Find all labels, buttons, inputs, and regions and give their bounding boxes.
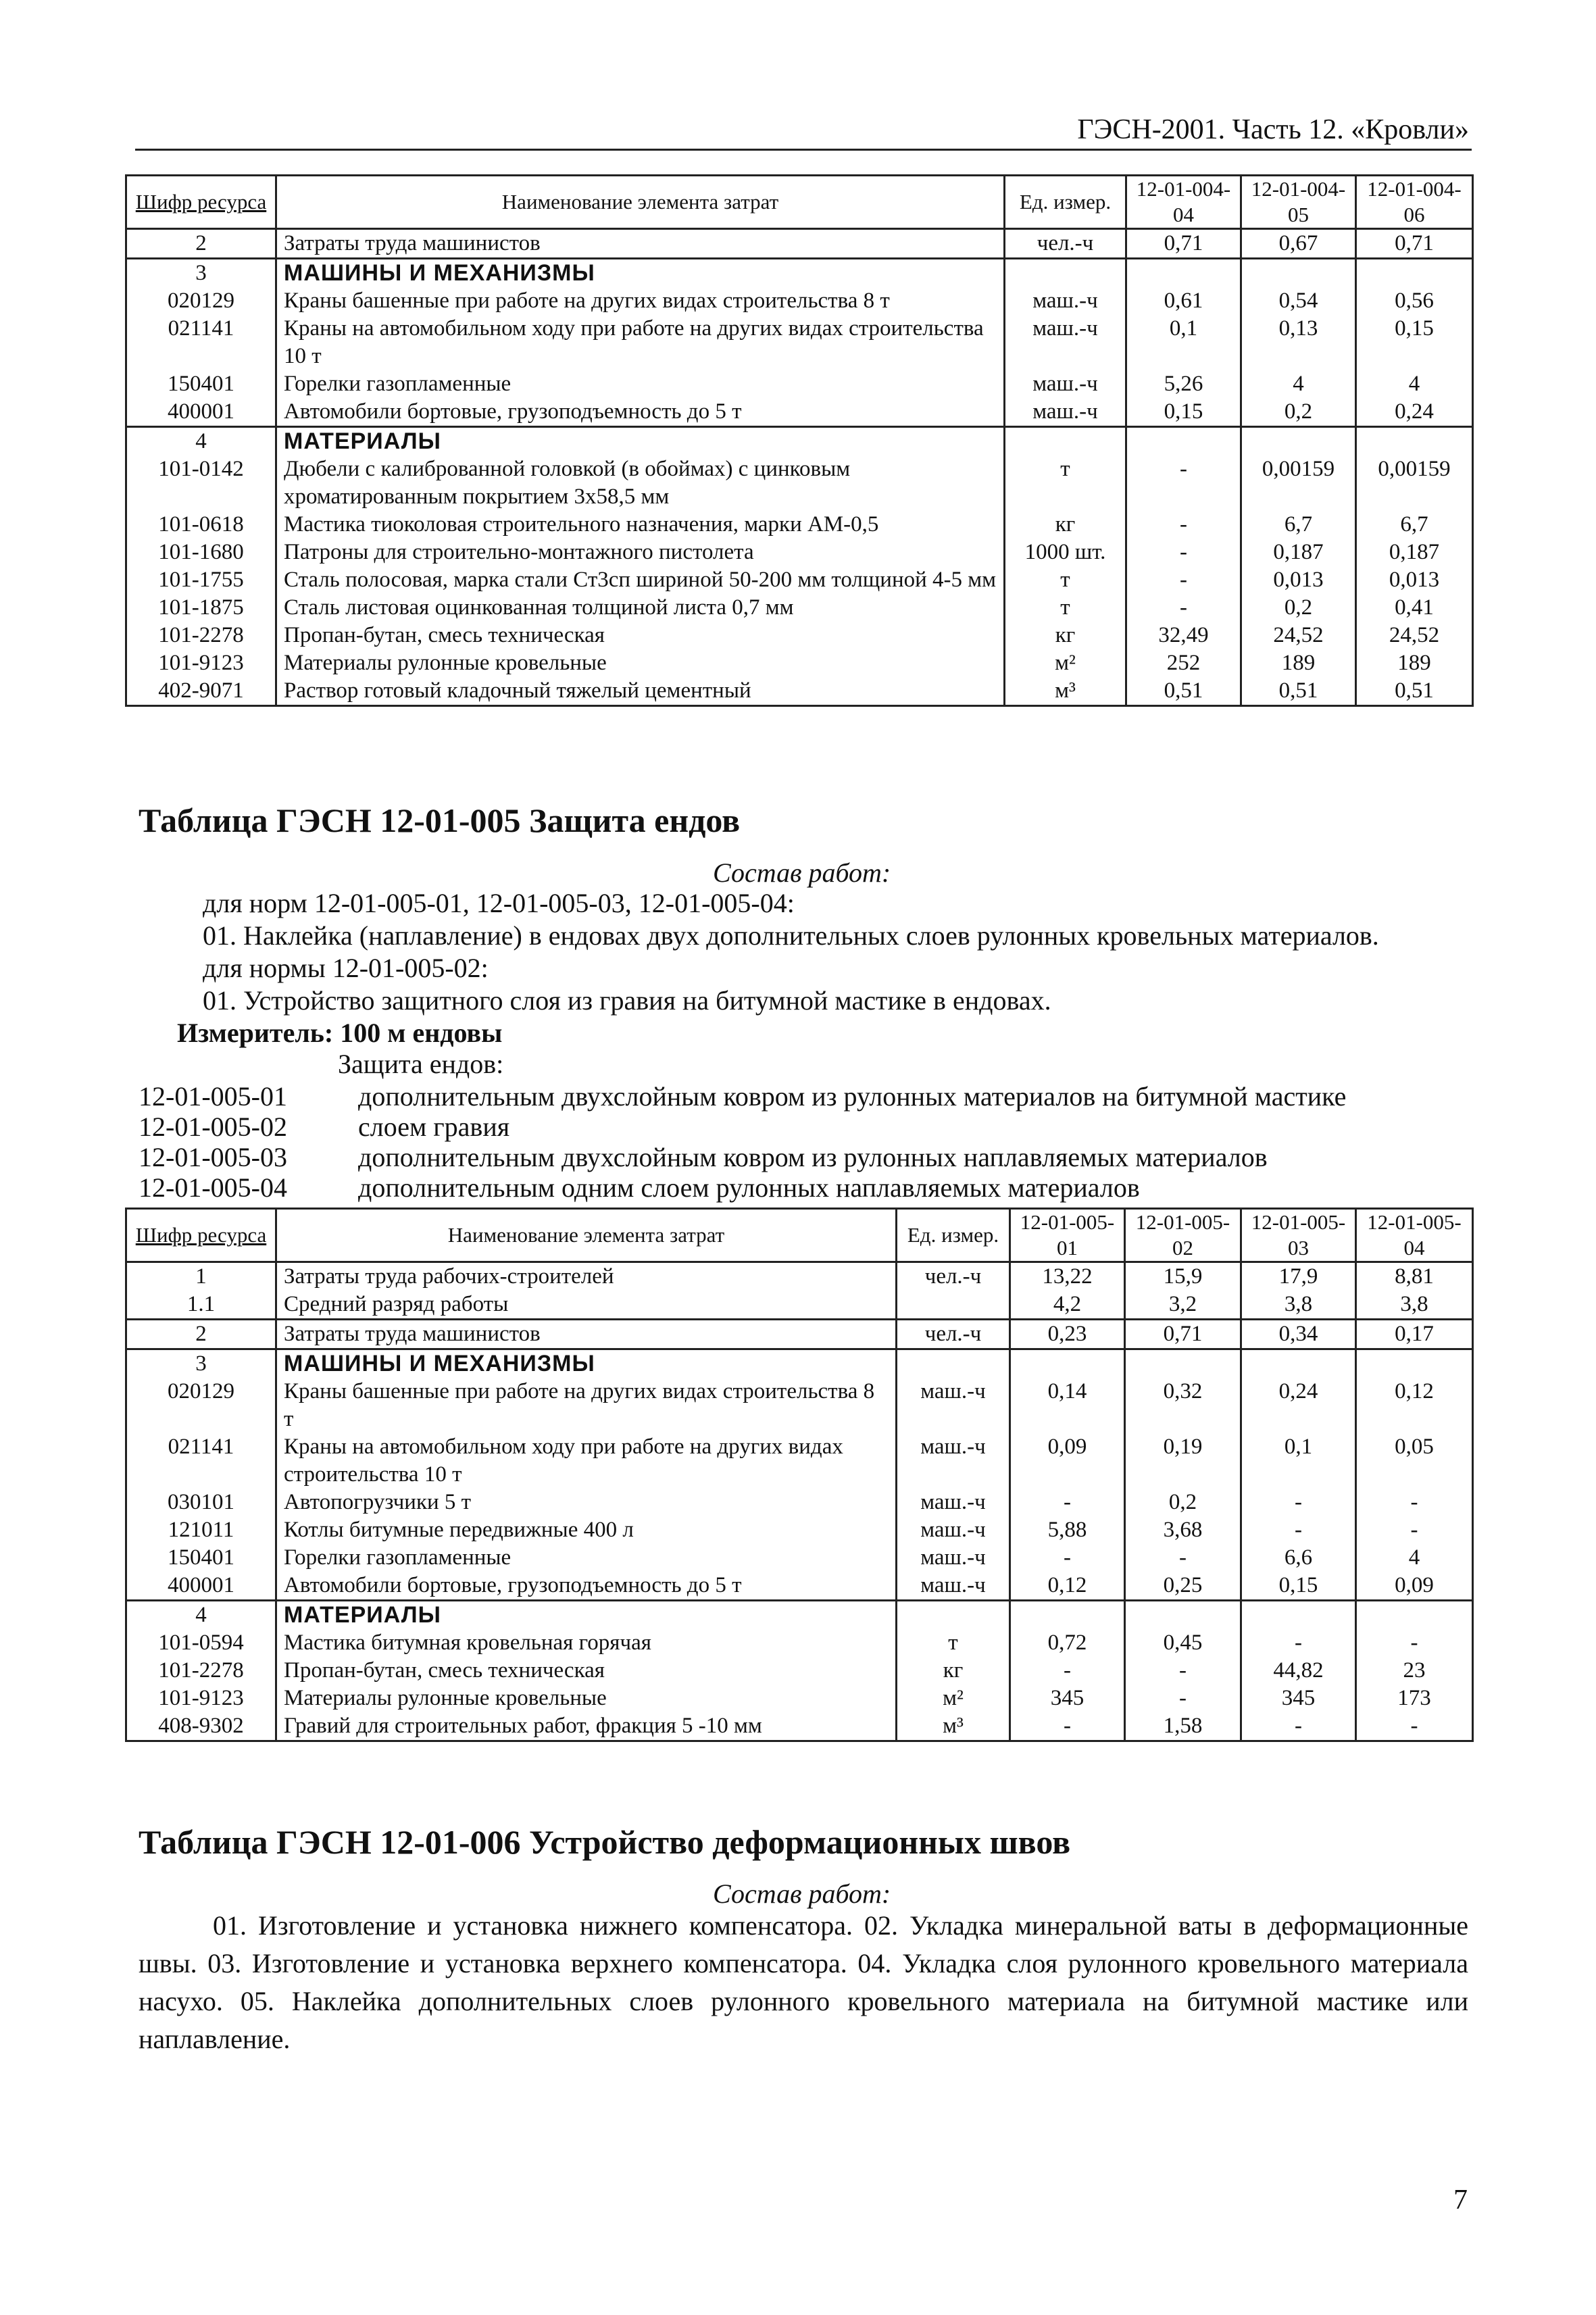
resource-table-12-01-004 [125,174,1474,707]
cell-value [1356,1601,1473,1630]
norm-description: дополнительным двухслойным ковром из рулонных наплавляемых материалов [358,1142,1268,1172]
cell-value: - [1356,1712,1473,1741]
work-line: для норм 12-01-005-01, 12-01-005-03, 12-01-005-04: [203,888,795,918]
cell-unit: т [1005,594,1126,622]
cell-name: Затраты труда машинистов [276,1320,897,1349]
cell-value: 44,82 [1241,1657,1356,1685]
cell-value [1126,259,1241,288]
cell-code: 101-9123 [126,1685,276,1712]
measure-unit: Измеритель: 100 м ендовы [177,1018,503,1048]
cell-value: 6,7 [1356,511,1473,539]
cell-value: 6,6 [1241,1544,1356,1572]
cell-unit: маш.-ч [897,1544,1010,1572]
cell-name: МАШИНЫ И МЕХАНИЗМЫ [276,259,1005,288]
cell-value: 0,15 [1356,315,1473,370]
cell-unit [1005,259,1126,288]
cell-value [1241,427,1356,456]
cell-value: 3,8 [1241,1291,1356,1320]
cell-value: 1,58 [1125,1712,1241,1741]
cell-value [1010,1349,1125,1378]
cell-unit: 1000 шт. [1005,539,1126,566]
cell-name: Горелки газопламенные [276,370,1005,398]
cell-name: МАШИНЫ И МЕХАНИЗМЫ [276,1349,897,1378]
cell-value: 0,54 [1241,287,1356,315]
cell-name: Краны на автомобильном ходу при работе на других видах строительства 10 т [276,1433,897,1489]
cell-value: 0,15 [1126,398,1241,427]
cell-value: 23 [1356,1657,1473,1685]
table-row [126,1320,1473,1349]
cell-value: 4 [1356,370,1473,398]
cell-name: МАТЕРИАЛЫ [276,427,1005,456]
cell-code: 408-9302 [126,1712,276,1741]
cell-name: Краны башенные при работе на других видах строительства 8 т [276,1378,897,1433]
cell-value: 0,71 [1125,1320,1241,1349]
cell-code: 021141 [126,1433,276,1489]
cell-value [1125,1601,1241,1630]
cell-value: 0,25 [1125,1572,1241,1601]
cell-value: 4 [1241,370,1356,398]
cell-unit: м³ [1005,677,1126,706]
col-unit-header: Ед. измер. [1005,176,1126,229]
header-rule [135,149,1472,151]
cell-name: Раствор готовый кладочный тяжелый цементный [276,677,1005,706]
cell-value: 0,51 [1356,677,1473,706]
cell-value: - [1126,594,1241,622]
cell-code: 020129 [126,1378,276,1433]
cell-name: Затраты труда машинистов [276,229,1005,259]
cell-value: 4,2 [1010,1291,1125,1320]
cell-value [1010,1601,1125,1630]
cell-value: 0,187 [1241,539,1356,566]
cell-unit: кг [897,1657,1010,1685]
cell-value: - [1241,1489,1356,1516]
cell-name: Горелки газопламенные [276,1544,897,1572]
cell-value: 0,09 [1356,1572,1473,1601]
cell-name: Мастика тиоколовая строительного назначения, марки АМ-0,5 [276,511,1005,539]
cell-code: 150401 [126,370,276,398]
cell-unit: м² [897,1685,1010,1712]
cell-code: 400001 [126,1572,276,1601]
page-number: 7 [1453,2185,1468,2216]
col-norm-header: 12-01-004-05 [1241,176,1356,229]
cell-code: 1.1 [126,1291,276,1320]
table-row [126,1291,1473,1320]
section-heading-row [126,1349,1473,1378]
cell-value: - [1126,539,1241,566]
table-row [126,622,1473,649]
col-norm-header: 12-01-005-04 [1356,1209,1473,1262]
col-norm-header: 12-01-005-01 [1010,1209,1125,1262]
cell-value: 0,72 [1010,1629,1125,1657]
cell-value: 0,12 [1010,1572,1125,1601]
cell-code: 101-0142 [126,455,276,511]
cell-unit: маш.-ч [897,1572,1010,1601]
cell-value: 0,14 [1010,1378,1125,1433]
cell-value: 24,52 [1241,622,1356,649]
cell-code: 030101 [126,1489,276,1516]
table-row [126,287,1473,315]
table-row [126,1629,1473,1657]
cell-value: 0,013 [1241,566,1356,594]
cell-name: МАТЕРИАЛЫ [276,1601,897,1630]
cell-code: 150401 [126,1544,276,1572]
cell-value: 0,15 [1241,1572,1356,1601]
cell-unit: маш.-ч [1005,370,1126,398]
cell-code: 121011 [126,1516,276,1544]
cell-value: - [1010,1544,1125,1572]
cell-code: 402-9071 [126,677,276,706]
cell-value: 0,12 [1356,1378,1473,1433]
cell-value [1241,1349,1356,1378]
cell-unit: т [897,1629,1010,1657]
table-row [126,398,1473,427]
cell-value: 0,1 [1241,1433,1356,1489]
cell-value: - [1356,1516,1473,1544]
cell-value: 0,45 [1125,1629,1241,1657]
table-row [126,455,1473,511]
cell-value: 0,56 [1356,287,1473,315]
cell-code: 4 [126,427,276,456]
cell-value: 0,61 [1126,287,1241,315]
cell-name: Сталь листовая оцинкованная толщиной листа 0,7 мм [276,594,1005,622]
cell-name: Патроны для строительно-монтажного пистолета [276,539,1005,566]
cell-value: 0,34 [1241,1320,1356,1349]
resource-table-12-01-005 [125,1208,1474,1742]
cell-code: 3 [126,1349,276,1378]
col-norm-header: 12-01-005-03 [1241,1209,1356,1262]
cell-value: 24,52 [1356,622,1473,649]
cell-value: 0,41 [1356,594,1473,622]
cell-unit: кг [1005,511,1126,539]
cell-value: 17,9 [1241,1262,1356,1291]
norm-description: дополнительным одним слоем рулонных наплавляемых материалов [358,1172,1140,1203]
cell-value [1241,1601,1356,1630]
norm-group-title: Защита ендов: [338,1049,504,1079]
col-code-header: Шифр ресурса [126,176,276,229]
cell-value: 345 [1241,1685,1356,1712]
cell-value: 0,23 [1010,1320,1125,1349]
cell-value: - [1356,1629,1473,1657]
cell-value: 0,00159 [1241,455,1356,511]
cell-code: 101-0618 [126,511,276,539]
cell-value: 6,7 [1241,511,1356,539]
cell-unit: кг [1005,622,1126,649]
table-row [126,315,1473,370]
table-row [126,1262,1473,1291]
table-row [126,1544,1473,1572]
cell-unit: маш.-ч [1005,287,1126,315]
cell-value: 15,9 [1125,1262,1241,1291]
cell-value: - [1241,1712,1356,1741]
cell-code: 1 [126,1262,276,1291]
table-row [126,649,1473,677]
table-row [126,1516,1473,1544]
cell-name: Пропан-бутан, смесь техническая [276,1657,897,1685]
cell-unit: м² [1005,649,1126,677]
cell-value: - [1241,1516,1356,1544]
cell-code: 101-1680 [126,539,276,566]
cell-value: 173 [1356,1685,1473,1712]
table-row [126,1378,1473,1433]
cell-unit [897,1601,1010,1630]
col-unit-header: Ед. измер. [897,1209,1010,1262]
cell-value: 0,13 [1241,315,1356,370]
cell-unit: т [1005,566,1126,594]
cell-value: 0,71 [1356,229,1473,259]
section-heading-row [126,427,1473,456]
table-row [126,229,1473,259]
cell-value: 3,8 [1356,1291,1473,1320]
norm-code: 12-01-005-01 [139,1081,287,1112]
cell-code: 400001 [126,398,276,427]
cell-unit [897,1291,1010,1320]
table-row [126,677,1473,706]
table-header-row [126,1209,1473,1262]
cell-unit: маш.-ч [1005,315,1126,370]
cell-unit: маш.-ч [897,1516,1010,1544]
cell-name: Мастика битумная кровельная горячая [276,1629,897,1657]
table-row [126,594,1473,622]
cell-value: 0,2 [1241,398,1356,427]
table-row [126,1685,1473,1712]
cell-name: Сталь полосовая, марка стали Ст3сп шириной 50-200 мм толщиной 4-5 мм [276,566,1005,594]
cell-value: 8,81 [1356,1262,1473,1291]
cell-unit: маш.-ч [1005,398,1126,427]
cell-value: - [1356,1489,1473,1516]
cell-unit: чел.-ч [897,1262,1010,1291]
col-name-header: Наименование элемента затрат [276,1209,897,1262]
cell-name: Материалы рулонные кровельные [276,1685,897,1712]
work-composition-label: Состав работ: [713,857,891,888]
cell-unit: маш.-ч [897,1489,1010,1516]
cell-code: 3 [126,259,276,288]
work-line: 01. Устройство защитного слоя из гравия на битумной мастике в ендовах. [203,985,1051,1016]
cell-name: Дюбели с калиброванной головкой (в обоймах) с цинковым хроматированным покрытием 3х58,5 мм [276,455,1005,511]
cell-value: 189 [1241,649,1356,677]
cell-name: Материалы рулонные кровельные [276,649,1005,677]
table-row [126,511,1473,539]
cell-unit [897,1349,1010,1378]
cell-value: 252 [1126,649,1241,677]
cell-unit [1005,427,1126,456]
table-row [126,566,1473,594]
cell-value: 0,2 [1125,1489,1241,1516]
cell-name: Автомобили бортовые, грузоподъемность до 5 т [276,398,1005,427]
cell-value: 0,187 [1356,539,1473,566]
work-line: 01. Наклейка (наплавление) в ендовах двух дополнительных слоев рулонных кровельных материалов. [203,920,1379,951]
cell-value: 5,26 [1126,370,1241,398]
cell-unit: маш.-ч [897,1378,1010,1433]
cell-value [1356,259,1473,288]
section-heading-row [126,1601,1473,1630]
cell-value: 13,22 [1010,1262,1125,1291]
cell-code: 101-2278 [126,622,276,649]
cell-value: - [1126,511,1241,539]
cell-code: 101-1755 [126,566,276,594]
cell-code: 4 [126,1601,276,1630]
table-row [126,1433,1473,1489]
cell-value: 189 [1356,649,1473,677]
cell-value: 345 [1010,1685,1125,1712]
cell-value: 5,88 [1010,1516,1125,1544]
cell-name: Краны на автомобильном ходу при работе на других видах строительства 10 т [276,315,1005,370]
table-row [126,1489,1473,1516]
cell-code: 2 [126,229,276,259]
cell-value: 0,1 [1126,315,1241,370]
norm-code: 12-01-005-04 [139,1172,287,1203]
cell-value: 3,68 [1125,1516,1241,1544]
cell-name: Автомобили бортовые, грузоподъемность до 5 т [276,1572,897,1601]
work-composition-label: Состав работ: [713,1878,891,1909]
col-code-header: Шифр ресурса [126,1209,276,1262]
table-row [126,1712,1473,1741]
cell-value: 0,51 [1126,677,1241,706]
cell-value: 0,2 [1241,594,1356,622]
cell-name: Автопогрузчики 5 т [276,1489,897,1516]
cell-code: 101-0594 [126,1629,276,1657]
cell-name: Гравий для строительных работ, фракция 5 -10 мм [276,1712,897,1741]
section-title-006: Таблица ГЭСН 12-01-006 Устройство деформационных швов [139,1823,1071,1861]
cell-name: Пропан-бутан, смесь техническая [276,622,1005,649]
col-norm-header: 12-01-004-06 [1356,176,1473,229]
cell-value: 0,24 [1356,398,1473,427]
norm-code: 12-01-005-03 [139,1142,287,1172]
cell-code: 101-9123 [126,649,276,677]
section-heading-row [126,259,1473,288]
cell-value [1356,1349,1473,1378]
col-norm-header: 12-01-005-02 [1125,1209,1241,1262]
cell-code: 101-1875 [126,594,276,622]
col-name-header: Наименование элемента затрат [276,176,1005,229]
work-description-paragraph: 01. Изготовление и установка нижнего компенсатора. 02. Укладка минеральной ваты в деформационные швы. 03. Изготовление и установка верхнего компенсатора. 04. Укладка слоя рулонного кровельного материала насухо. 05. Наклейка дополнительных слоев рулонного кровельного материала на битумной мастике или наплавление. [139,1910,1468,2054]
cell-name: Краны башенные при работе на других видах строительства 8 т [276,287,1005,315]
cell-code: 101-2278 [126,1657,276,1685]
norm-description: слоем гравия [358,1112,510,1142]
cell-value: - [1125,1685,1241,1712]
cell-value [1126,427,1241,456]
cell-value: 0,09 [1010,1433,1125,1489]
cell-value: 0,17 [1356,1320,1473,1349]
col-norm-header: 12-01-004-04 [1126,176,1241,229]
table-row [126,1657,1473,1685]
cell-value: - [1125,1544,1241,1572]
section-title-005: Таблица ГЭСН 12-01-005 Защита ендов [139,801,741,839]
cell-value: 0,51 [1241,677,1356,706]
cell-unit: т [1005,455,1126,511]
cell-value: 0,19 [1125,1433,1241,1489]
cell-value: 3,2 [1125,1291,1241,1320]
cell-value [1125,1349,1241,1378]
cell-value: 0,24 [1241,1378,1356,1433]
running-header: ГЭСН-2001. Часть 12. «Кровли» [1077,114,1469,145]
cell-value: - [1126,455,1241,511]
cell-value: - [1010,1712,1125,1741]
cell-name: Котлы битумные передвижные 400 л [276,1516,897,1544]
work-line: для нормы 12-01-005-02: [203,953,489,983]
table-row [126,370,1473,398]
cell-name: Средний разряд работы [276,1291,897,1320]
cell-value: 0,013 [1356,566,1473,594]
norm-code: 12-01-005-02 [139,1112,287,1142]
table-row [126,1572,1473,1601]
cell-code: 2 [126,1320,276,1349]
cell-value: 0,71 [1126,229,1241,259]
table-row [126,539,1473,566]
cell-value: 32,49 [1126,622,1241,649]
cell-value: 0,05 [1356,1433,1473,1489]
cell-value: - [1241,1629,1356,1657]
cell-value: - [1010,1489,1125,1516]
cell-value [1356,427,1473,456]
cell-value: 4 [1356,1544,1473,1572]
cell-value [1241,259,1356,288]
cell-value: 0,32 [1125,1378,1241,1433]
cell-unit: маш.-ч [897,1433,1010,1489]
cell-value: - [1010,1657,1125,1685]
norm-description: дополнительным двухслойным ковром из рулонных материалов на битумной мастике [358,1081,1347,1112]
cell-value: - [1125,1657,1241,1685]
cell-value: 0,67 [1241,229,1356,259]
cell-value: - [1126,566,1241,594]
table-header-row [126,176,1473,229]
cell-unit: чел.-ч [1005,229,1126,259]
cell-value: 0,00159 [1356,455,1473,511]
cell-code: 021141 [126,315,276,370]
cell-unit: м³ [897,1712,1010,1741]
cell-name: Затраты труда рабочих-строителей [276,1262,897,1291]
cell-unit: чел.-ч [897,1320,1010,1349]
cell-code: 020129 [126,287,276,315]
